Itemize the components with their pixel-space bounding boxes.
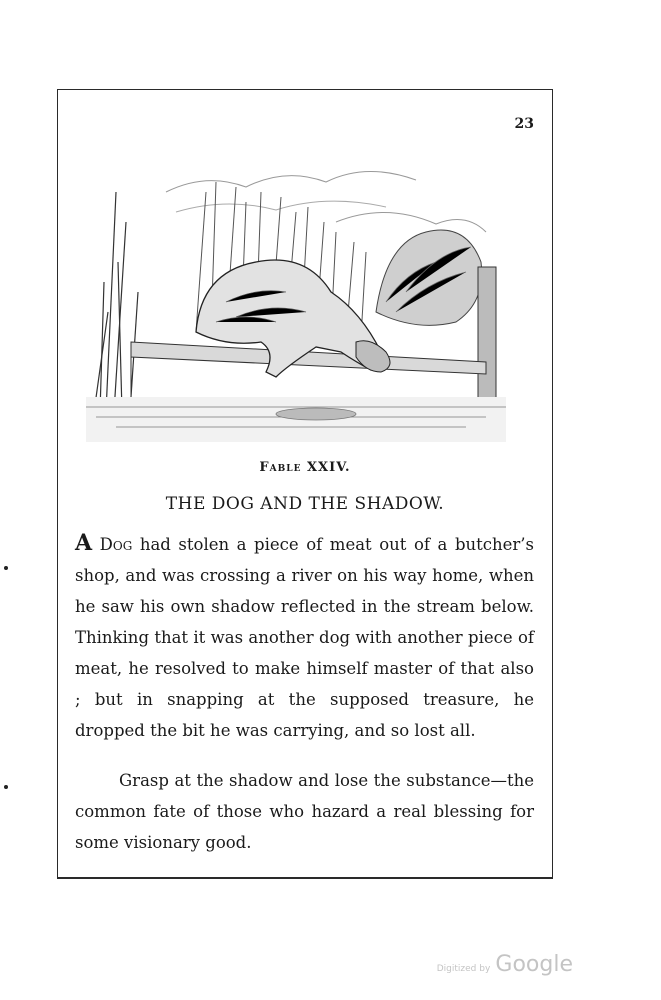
fable-paragraph [75,528,534,746]
fable-title: THE DOG AND THE SHADOW. [165,494,445,514]
dog-on-plank-illustration [86,152,506,442]
digitized-watermark [437,952,573,977]
watermark-prefix: Digitized by [436,964,491,974]
drop-cap: A [75,530,93,556]
page-number: 23 [514,116,534,132]
paragraph-text: had stolen a piece of meat out of a butcher’s shop, and was crossing a river on his way home, when he saw his own shadow reflected in the stream below. Thinking that it was another dog with another piece of meat, he resolved to make himself master of that also ; but in snapping at the supposed treasure, he dropped the bit he was carrying, and so lost all. [75,535,534,740]
page-frame [57,89,553,879]
margin-dot [4,785,8,789]
watermark-brand: Google [495,952,573,977]
first-word: Dog [99,535,133,554]
fable-number: Fable XXIV. [259,460,351,475]
moral-paragraph: Grasp at the shadow and lose the substance—the common fate of those who hazard a real blessing for some visionary good. [75,771,534,852]
margin-dot [4,566,8,570]
